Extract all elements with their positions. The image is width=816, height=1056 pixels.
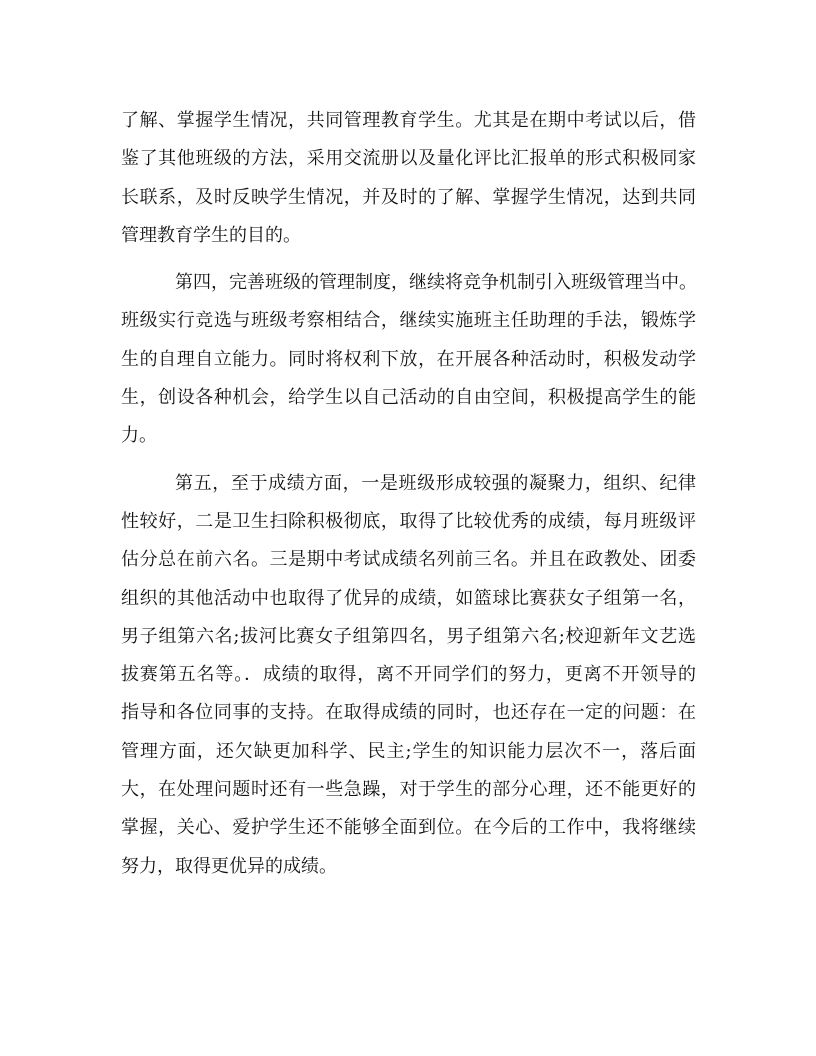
text-line: 性较好，二是卫生扫除积极彻底，取得了比较优秀的成绩，每月班级评 [121,510,696,532]
text-line: 了解、掌握学生情况，共同管理教育学生。尤其是在期中考试以后，借 [121,110,696,131]
text-line: 估分总在前六名。三是期中考试成绩名列前三名。并且在政教处、团委 [121,549,696,571]
text-line: 力。 [121,425,157,447]
text-line: 长联系，及时反映学生情况，并及时的了解、掌握学生情况，达到共同 [121,186,696,208]
text-line: 指导和各位同事的支持。在取得成绩的同时，也还存在一定的问题：在 [121,702,696,724]
text-line: 班级实行竞选与班级考察相结合，继续实施班主任助理的手法，锻炼学 [121,310,696,332]
text-line: 组织的其他活动中也取得了优异的成绩，如篮球比赛获女子组第一名， [121,587,696,609]
text-line: 大，在处理问题时还有一些急躁，对于学生的部分心理，还不能更好的 [121,779,696,801]
text-line: 生，创设各种机会，给学生以自己活动的自由空间，积极提高学生的能 [121,387,696,409]
paragraph-2 [121,264,696,455]
text-line: 男子组第六名;拔河比赛女子组第四名，男子组第六名;校迎新年文艺选 [121,625,696,647]
text-line: 拔赛第五名等。．成绩的取得，离不开同学们的努力，更离不开领导的 [121,664,696,686]
text-line: 鉴了其他班级的方法，采用交流册以及量化评比汇报单的形式积极同家 [121,148,696,170]
text-line: 努力，取得更优异的成绩。 [121,855,337,877]
text-line: 第五，至于成绩方面，一是班级形成较强的凝聚力，组织、纪律 [175,472,696,494]
text-line: 生的自理自立能力。同时将权利下放，在开展各种活动时，积极发动学 [121,348,696,370]
paragraph-3 [121,465,696,886]
text-line: 管理教育学生的目的。 [121,224,301,246]
text-line: 第四，完善班级的管理制度，继续将竞争机制引入班级管理当中。 [175,272,697,294]
body-text [121,102,696,895]
text-line: 掌握，关心、爱护学生还不能够全面到位。在今后的工作中，我将继续 [121,817,696,839]
paragraph-1 [121,102,696,255]
text-line: 管理方面，还欠缺更加科学、民主;学生的知识能力层次不一，落后面 [121,740,696,762]
